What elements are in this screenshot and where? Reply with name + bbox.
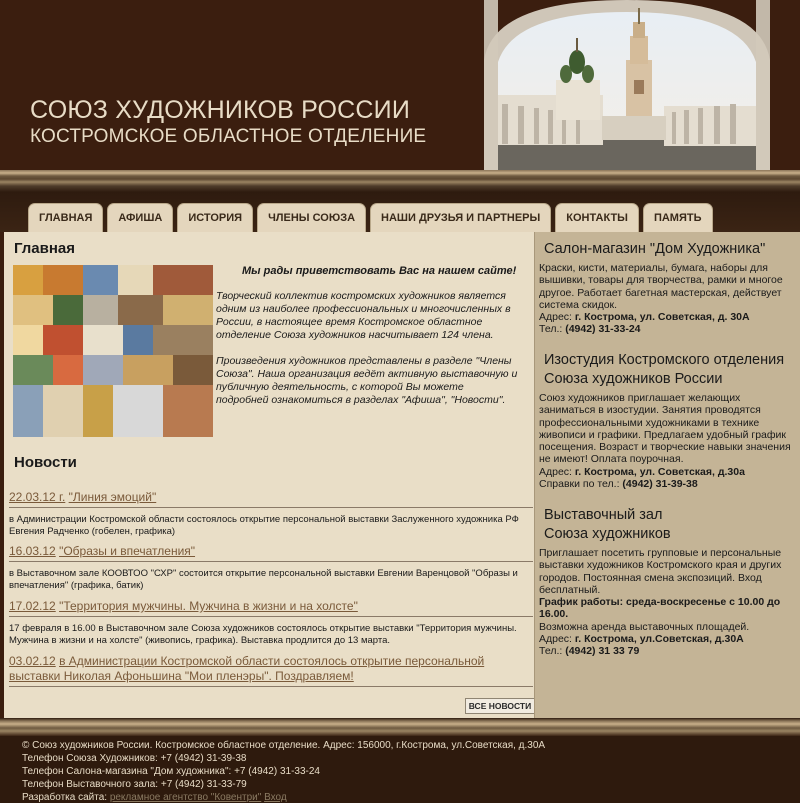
studio-address: г. Кострома, ул. Советская, д.30а <box>574 465 745 478</box>
tab-memory[interactable]: ПАМЯТЬ <box>643 203 713 232</box>
exhibition-hall-rent: Возможна аренда выставочных площадей. <box>539 620 750 633</box>
all-news-button[interactable]: ВСЕ НОВОСТИ <box>465 698 535 714</box>
intro-text <box>216 290 518 420</box>
site-header <box>0 0 800 170</box>
intro-paragraph-1: Творческий коллектив костромских художников является одним из наиболее профессиональных и многочисленных в России, в настоящее время Костромское областное отделение Союза художников насчитывает 124 члена. <box>216 290 511 341</box>
footer-phone-union: Телефон Союза Художников: +7 (4942) 31-39-38 <box>22 753 247 764</box>
news-date-link[interactable]: 16.03.12 <box>9 544 56 558</box>
news-title-link[interactable]: в Администрации Костромской области состоялось открытие персональной выставки Николая Афоньшина "Мои пленэры". Поздравляем! <box>9 654 485 683</box>
footer-frame <box>0 718 800 736</box>
footer-dev-label: Разработка сайта: <box>22 792 110 803</box>
news-title-link[interactable]: "Линия эмоций" <box>68 490 157 504</box>
news-date-link[interactable]: 22.03.12 г. <box>9 490 66 504</box>
news-item <box>9 490 533 538</box>
exhibition-hall-text: Приглашает посетить групповые и персональные выставки художников Костромского края и других городов. Постоянная смена экспозиций. Вход бесплатный. <box>539 547 782 596</box>
news-title-link[interactable]: "Территория мужчины. Мужчина в жизни и на холсте" <box>59 599 358 613</box>
studio-text: Союз художников приглашает желающих заниматься в изостудии. Занятия проводятся профессиональными художниками в технике живописи и графики. Предлагаем удобный график посещения. Возраст и творческие навыки значения не имеют! Оплата поурочная. <box>539 392 791 466</box>
exhibition-hall-block: Выставочный зал Союза художников Приглашает посетить групповые и персональные выставки художников Костромского края и других городов. Постоянная смена экспозиций. Вход бесплатный. График работы: среда-воскресенье с 10.00 до 16.00. Возможна аренда выставочных площадей. Адрес: г. Кострома, ул.Советская, д.30А Тел.: (4942) 31 33 79 <box>539 506 799 658</box>
news-item <box>9 599 533 647</box>
news-text: 17 февраля в 16.00 в Выставочном зале Союза художников состоялось открытие выставки "Территория мужчины. Мужчина в жизни и на холсте" (живопись, графика). Выставка продлится до 13 марта. <box>9 623 517 646</box>
developer-link[interactable]: рекламное агентство "Ковентри" <box>109 792 262 803</box>
intro-paragraph-2: Произведения художников представлены в разделе "Члены Союза". Наша организация ведёт активную выставочную и публичную деятельность, с которой Вы можете подробней ознакомиться в разделах "Афиша", "Новости". <box>216 355 518 406</box>
exhibition-hall-address: г. Кострома, ул.Советская, д.30А <box>574 633 744 646</box>
page-title: Главная <box>14 240 76 257</box>
shop-text: Краски, кисти, материалы, бумага, наборы для вышивки, товары для творчества, рамки и многое другое. Работает багетная мастерская, действует система скидок. <box>539 262 783 311</box>
site-subtitle: КОСТРОМСКОЕ ОБЛАСТНОЕ ОТДЕЛЕНИЕ <box>30 126 427 147</box>
tab-history[interactable]: ИСТОРИЯ <box>177 203 253 232</box>
news-text: в Администрации Костромской области состоялось открытие персональной выставки Заслуженного художника РФ Евгения Радченко (гобелен, графика) <box>9 514 519 537</box>
header-frame <box>0 170 800 192</box>
exhibition-hall-heading: Выставочный зал Союза художников <box>544 507 671 542</box>
welcome-text: Мы рады приветствовать Вас на нашем сайте! <box>242 265 517 277</box>
header-photo <box>484 0 770 170</box>
main-content <box>4 232 534 718</box>
shop-phone: (4942) 31-33-24 <box>565 323 641 336</box>
exhibition-hall-schedule: График работы: среда-воскресенье с 10.00 до 16.00. <box>539 596 781 621</box>
footer-phone-hall: Телефон Выставочного зала: +7 (4942) 31-33-79 <box>22 779 247 790</box>
shop-heading: Салон-магазин "Дом Художника" <box>544 241 766 257</box>
shop-block: Салон-магазин "Дом Художника" Краски, кисти, материалы, бумага, наборы для вышивки, товары для творчества, рамки и многое другое. Работает багетная мастерская, действует система скидок. Адрес: г. Кострома, ул. Советская, д. 30А Тел.: (4942) 31-33-24 <box>539 240 799 336</box>
main-nav <box>28 203 713 232</box>
tab-afisha[interactable]: АФИША <box>107 203 173 232</box>
news-date-link[interactable]: 17.02.12 <box>9 599 56 613</box>
news-section-title: Новости <box>14 454 77 471</box>
exhibition-hall-phone: (4942) 31 33 79 <box>565 645 640 658</box>
tab-home[interactable]: ГЛАВНАЯ <box>28 203 103 232</box>
footer-copyright: © Союз художников России. Костромское областное отделение. Адрес: 156000, г.Кострома, ул.Советская, д.30А <box>22 740 546 751</box>
tab-friends-partners[interactable]: НАШИ ДРУЗЬЯ И ПАРТНЕРЫ <box>370 203 551 232</box>
site-footer <box>0 736 800 803</box>
artworks-collage <box>13 265 213 437</box>
studio-phone: (4942) 31-39-38 <box>622 478 698 491</box>
tab-contacts[interactable]: КОНТАКТЫ <box>555 203 639 232</box>
news-item <box>9 654 533 687</box>
shop-address: г. Кострома, ул. Советская, д. 30А <box>574 311 750 324</box>
studio-heading: Изостудия Костромского отделения Союза художников России <box>544 352 785 387</box>
news-date-link[interactable]: 03.02.12 <box>9 654 56 668</box>
tab-members[interactable]: ЧЛЕНЫ СОЮЗА <box>257 203 366 232</box>
studio-block: Изостудия Костромского отделения Союза художников России Союз художников приглашает желающих заниматься в изостудии. Занятия проводятся профессиональными художниками в технике живописи и графики. Предлагаем удобный график посещения. Возраст и творческие навыки значения не имеют! Оплата поурочная. Адрес: г. Кострома, ул. Советская, д.30а Справки по тел.: (4942) 31-39-38 <box>539 351 799 490</box>
sidebar <box>534 232 800 718</box>
site-title: СОЮЗ ХУДОЖНИКОВ РОССИИ <box>30 96 410 124</box>
login-link[interactable]: Вход <box>264 792 287 803</box>
news-item <box>9 544 533 592</box>
news-text: в Выставочном зале КООВТОО "СХР" состоится открытие персональной выставки Евгении Варенцовой "Образы и впечатления" (графика, батик) <box>9 568 518 591</box>
footer-phone-shop: Телефон Салона-магазина "Дом художника": +7 (4942) 31-33-24 <box>22 766 320 777</box>
news-title-link[interactable]: "Образы и впечатления" <box>59 544 196 558</box>
